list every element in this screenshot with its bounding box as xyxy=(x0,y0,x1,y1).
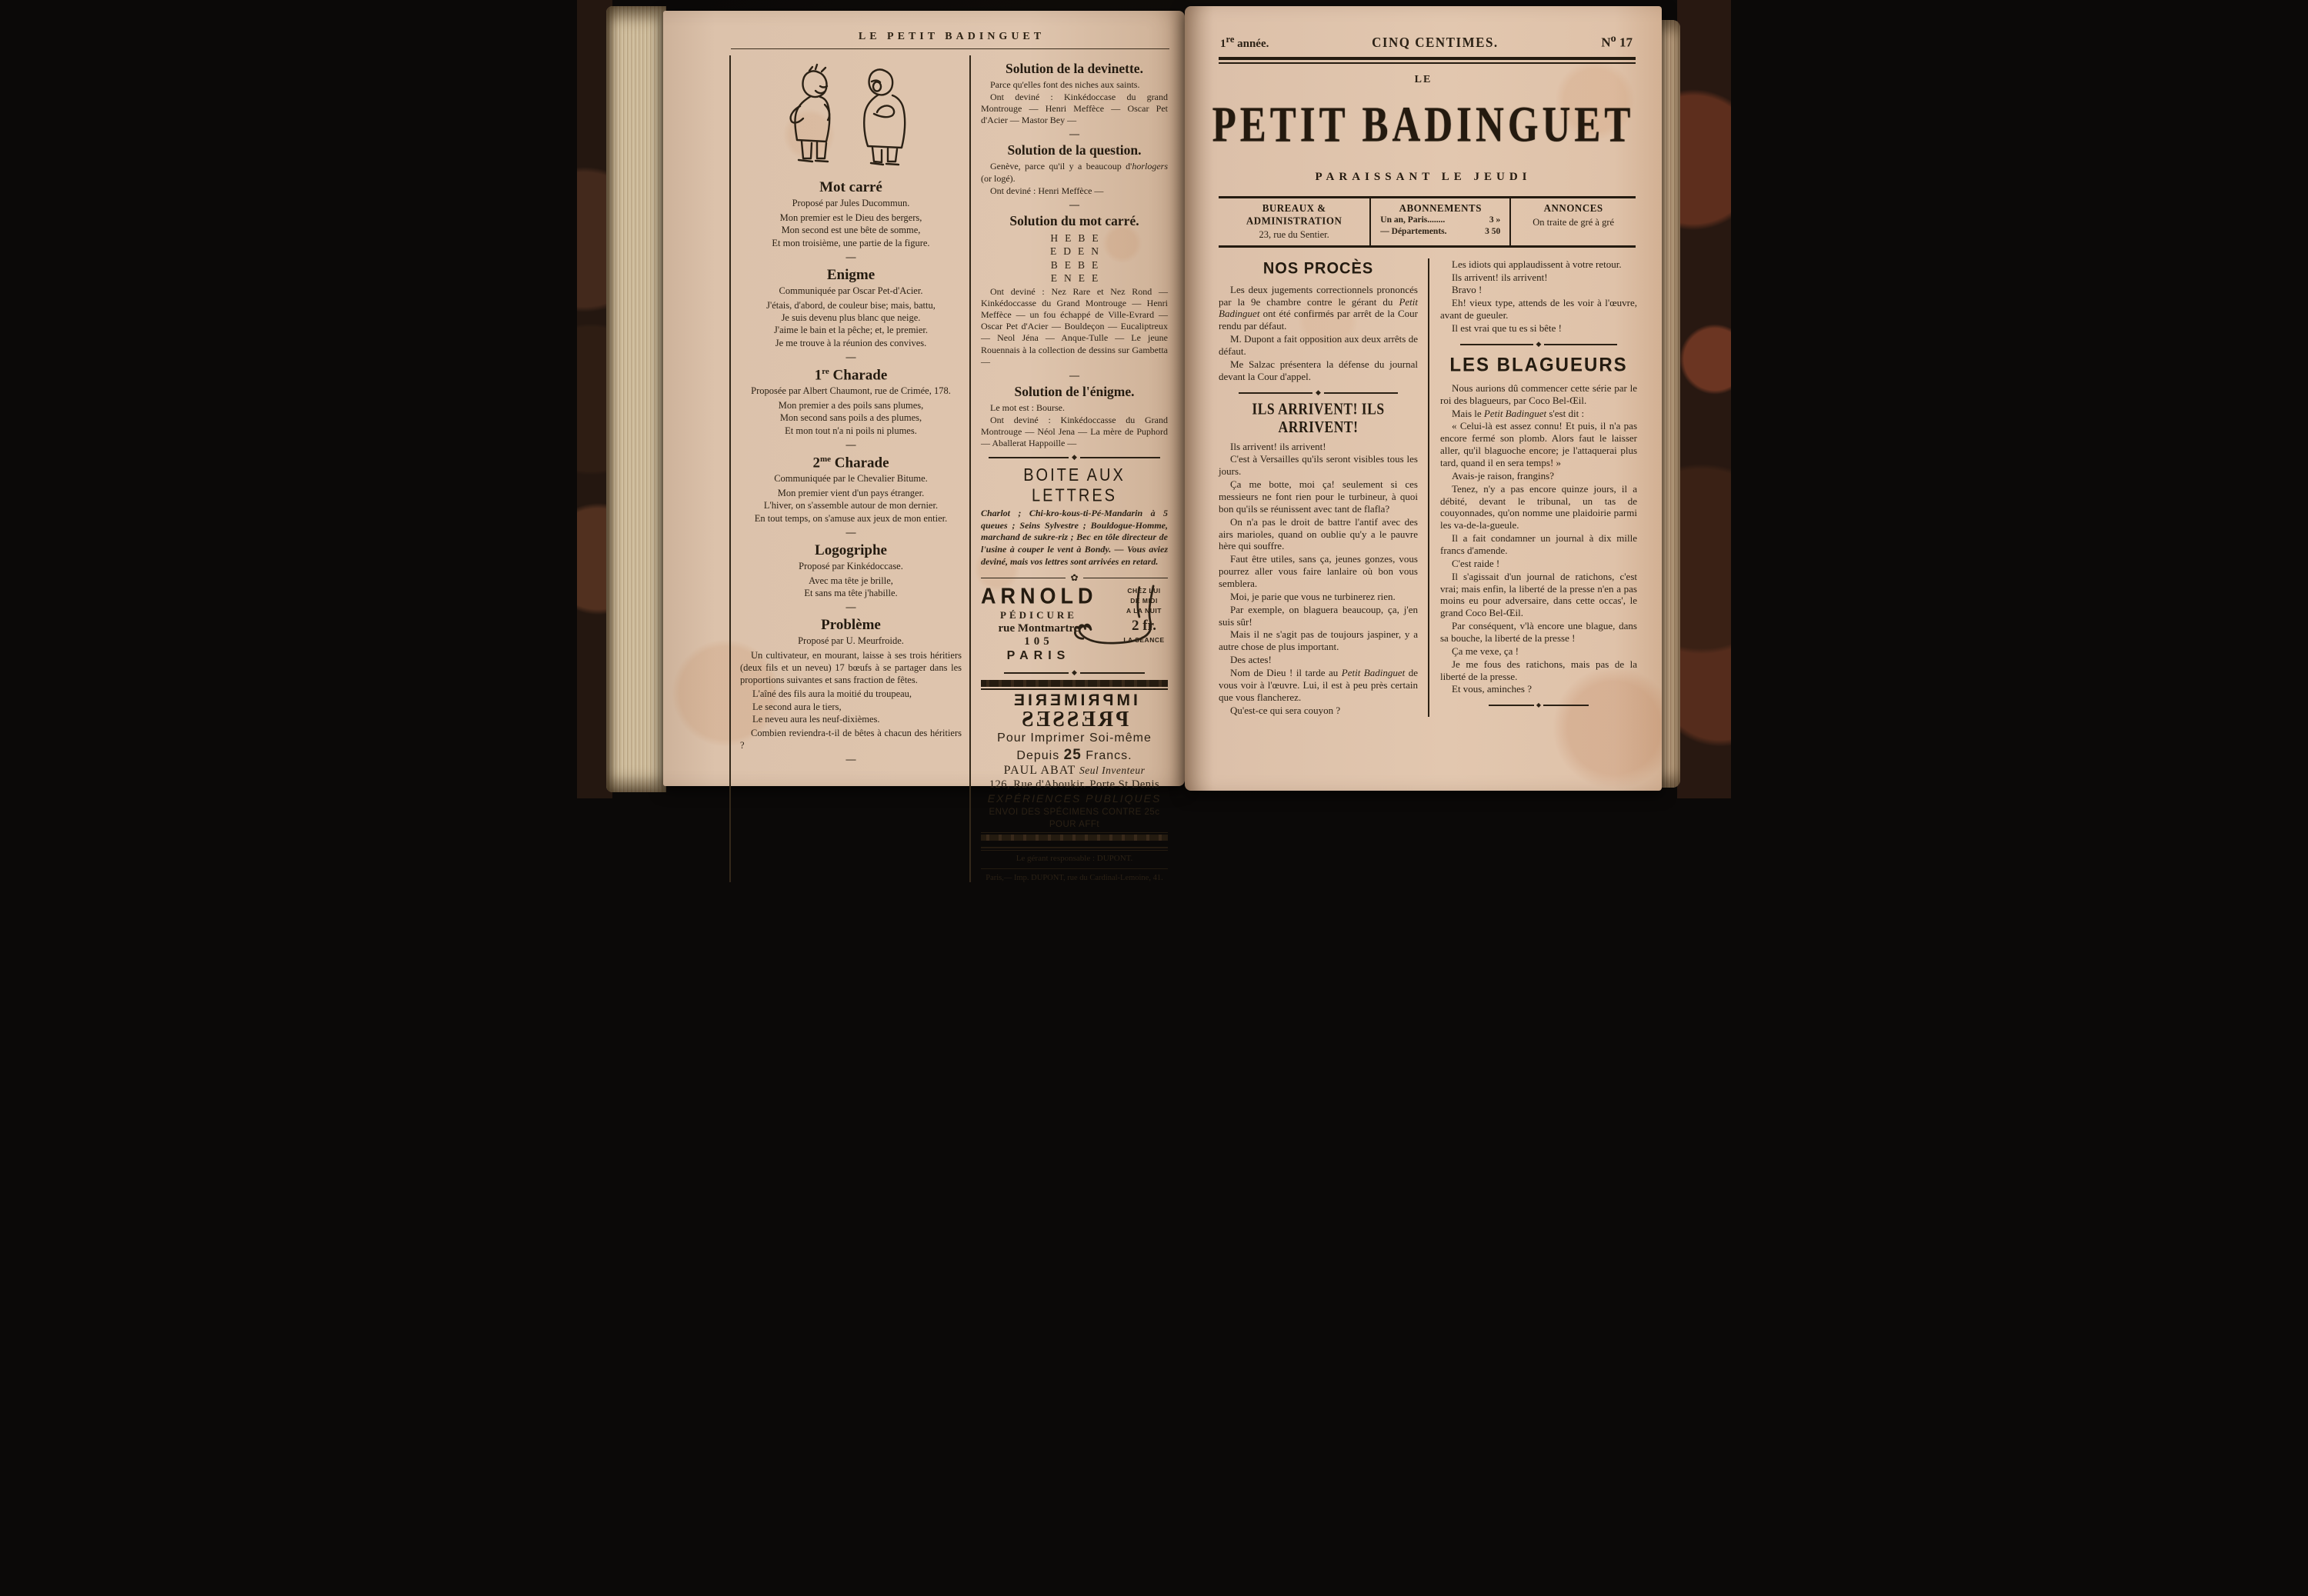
solutions-column xyxy=(969,55,1171,882)
paragraph: Nous aurions dû commencer cette série par le roi des blagueurs, par Coco Bel-Œil. xyxy=(1440,382,1637,406)
paragraph: Les idiots qui applaudissent à votre retour. xyxy=(1452,258,1622,270)
paragraph: Avais-je raison, frangins? xyxy=(1452,469,1554,481)
paragraph: Ont deviné : Henri Meffèce — xyxy=(990,185,1104,196)
section-solution-enigme xyxy=(981,384,1168,449)
verse-line: Et sans ma tête j'habille. xyxy=(804,588,898,599)
paragraph: Un cultivateur, en mourant, laisse à ses trois héritiers (deux fils et un neveu) 17 bœufs à se partager dans les proportions suivantes et sans fraction de fêtes. xyxy=(740,650,962,686)
verse-line: J'aime le bain et la pêche; et, le premier. xyxy=(773,325,929,336)
abonnements-title: ABONNEMENTS xyxy=(1399,202,1482,215)
dash-divider: — xyxy=(845,250,856,262)
verse-line: Mon premier est le Dieu des bergers, xyxy=(779,212,922,223)
word-square-row: HEBE xyxy=(1050,232,1106,244)
ad-line: CHEZ LUI xyxy=(1127,587,1161,595)
verse-line: Mon premier vient d'un pays étranger. xyxy=(777,488,925,499)
issue-year: 1re année. xyxy=(1220,33,1269,50)
ad-line: EXPÉRIENCES PUBLIQUES xyxy=(987,791,1162,805)
section-title: Solution de l'énigme. xyxy=(1014,383,1135,399)
section-title: Mot carré xyxy=(819,179,882,195)
verse-line: L'aîné des fils aura la moitié du troupeau, xyxy=(752,688,912,700)
paragraph: Combien reviendra-t-il de bêtes à chacun des héritiers ? xyxy=(740,728,962,751)
section-title: $2^{me}$ Charade xyxy=(812,454,889,471)
dash-divider: — xyxy=(845,753,856,765)
floral-ornament xyxy=(981,572,1168,583)
paragraph: Ils arrivent! ils arrivent! xyxy=(1230,440,1326,452)
word-square-row: BEBE xyxy=(1050,258,1106,271)
paragraph: Qu'est-ce qui sera couyon ? xyxy=(1230,704,1341,716)
paragraph: Ont deviné : Kinkédoccase du grand Montrouge — Henri Meffèce — Oscar Pet d'Acier — Mastor Bey — xyxy=(981,92,1168,126)
article-column-left xyxy=(1219,258,1428,718)
bureaux-address: 23, rue du Sentier. xyxy=(1259,228,1329,240)
bureaux-cell xyxy=(1219,198,1369,245)
ad-line: Pour Imprimer Soi-même xyxy=(997,731,1152,745)
diamond-icon: ◆ xyxy=(1316,388,1321,397)
verse-line: Avec ma tête je brille, xyxy=(809,575,893,586)
ad-bar xyxy=(981,680,1168,687)
paragraph: Faut être utiles, sans ça, jeunes gonzes, vous pourrez aller vous faire lanlaire où bon vous semblera. xyxy=(1219,553,1418,589)
ad-line: 105 xyxy=(1024,635,1053,648)
verse-line: Mon second sans poils a des plumes, xyxy=(779,412,922,424)
article-les-blagueurs xyxy=(1440,355,1637,708)
verse-line: L'hiver, on s'assemble autour de mon dernier. xyxy=(763,500,939,511)
paragraph: Par conséquent, v'là encore une blague, dans sa bouche, la liberté de la presse ! xyxy=(1440,620,1637,644)
verse-line: Le neveu aura les neuf-dixièmes. xyxy=(752,713,880,725)
article-nos-proces xyxy=(1219,260,1418,383)
verse-line: Je suis devenu plus blanc que neige. xyxy=(781,312,921,323)
two-figures-cartoon xyxy=(740,60,962,174)
ad-line: DE MIDI xyxy=(1130,596,1158,605)
dash-divider: — xyxy=(845,525,856,538)
diamond-rule xyxy=(1239,389,1398,397)
head-rule xyxy=(731,48,1169,49)
section-solution-question xyxy=(981,142,1168,208)
verse-line: Et mon tout n'a ni poils ni plumes. xyxy=(785,425,917,436)
paragraph: Ont deviné : Kinkédoccasse du Grand Montrouge — Néol Jena — La mère de Puphord — Aballerat Happoille — xyxy=(981,414,1168,449)
ad-line: LA SÉANCE xyxy=(1123,636,1165,645)
section-probleme xyxy=(740,617,962,764)
masthead-title: PETIT BADINGUET xyxy=(1212,97,1635,153)
paragraph: Il a fait condamner un journal à dix mille francs d'amende. xyxy=(1440,532,1637,556)
section-title: BOITE AUX LETTRES xyxy=(1023,465,1126,506)
dash-divider: — xyxy=(1069,198,1079,210)
ad-bar xyxy=(981,835,1168,841)
right-page-columns xyxy=(1219,258,1637,718)
byline: Communiquée par le Chevalier Bitume. xyxy=(774,473,928,485)
dash-divider: — xyxy=(845,601,856,613)
paragraph: C'est raide ! xyxy=(1452,557,1500,569)
diamond-icon: ◆ xyxy=(1536,340,1542,348)
article-title: LES BLAGUEURS xyxy=(1449,354,1628,376)
article-title: ILS ARRIVENT! ILS ARRIVENT! xyxy=(1252,401,1385,436)
paragraph: Nom de Dieu ! il tarde au Petit Badinguet de vous voir à l'œuvre. Lui, il est à peu près certain que vous flancherez. xyxy=(1219,667,1419,703)
paragraph: Il est vrai que tu es si bête ! xyxy=(1452,322,1562,334)
section-boite-aux-lettres xyxy=(981,465,1168,568)
section-solution-mot-carre xyxy=(981,213,1168,380)
paragraph: On n'a pas le droit de battre l'antif avec des airs marioles, quand on oublie qu'y a le pauvre hère qui souffre. xyxy=(1219,515,1418,552)
ad-line: PAUL ABAT Seul Inventeur xyxy=(1003,764,1146,778)
ad-line: 126, Rue d'Aboukir. Porte St Denis xyxy=(989,778,1160,791)
paragraph: Et vous, aminches ? xyxy=(1452,683,1532,695)
book-scan xyxy=(577,0,1731,883)
verse-line: Je me trouve à la réunion des convives. xyxy=(775,337,927,348)
article-column-right xyxy=(1428,258,1637,718)
section-title: Logogriphe xyxy=(815,541,887,558)
byline: Proposée par Albert Chaumont, rue de Crimée, 178. xyxy=(751,385,951,397)
annonces-sub: On traite de gré à gré xyxy=(1533,216,1615,228)
puzzles-column xyxy=(731,55,969,882)
section-title: Solution du mot carré. xyxy=(1009,212,1139,228)
article-title: NOS PROCÈS xyxy=(1262,259,1374,278)
paragraph: Des actes! xyxy=(1230,654,1272,666)
ad-line: Depuis 25 Francs. xyxy=(1016,746,1132,763)
diamond-rule xyxy=(1460,341,1617,348)
diamond-icon: ◆ xyxy=(1072,669,1077,678)
floral-icon: ✿ xyxy=(1070,572,1079,584)
press-ad xyxy=(981,680,1168,841)
byline: Communiquée par Oscar Pet-d'Acier. xyxy=(779,285,923,296)
paragraph: Eh! vieux type, attends de les voir à l'œuvre, avant de gueuler. xyxy=(1440,297,1637,322)
paragraph: Mais le Petit Badinguet s'est dit : xyxy=(1452,407,1585,419)
verse-line: Mon premier a des poils sans plumes, xyxy=(778,400,924,411)
section-charade-2 xyxy=(740,455,962,537)
section-enigme xyxy=(740,267,962,362)
paragraph: Le mot est : Bourse. xyxy=(990,401,1065,413)
paragraph: Tenez, n'y a pas encore quinze jours, il a débité, devant le tribunal, un tas de couyonnades, qu'on nomme une plaidoirie parmi les va-de-la-gueule. xyxy=(1440,482,1637,531)
paragraph: Moi, je parie que vous ne turbinerez rien. xyxy=(1230,590,1396,602)
masthead-subtitle: PARAISSANT LE JEUDI xyxy=(1315,170,1532,183)
verse-line: En tout temps, on s'amuse aux jeux de mon entier. xyxy=(754,512,948,524)
footer-rule xyxy=(981,847,1168,851)
issue-price: CINQ CENTIMES. xyxy=(1372,35,1499,51)
arnold-pedicure-ad xyxy=(981,585,1168,668)
ad-price: 2 fr. xyxy=(1131,618,1157,635)
paragraph: Genève, parce qu'il y a beaucoup d'horlogers (or logé). xyxy=(981,161,1168,184)
ad-line: ENVOI DES SPÉCIMENS CONTRE 25c POUR AFFt xyxy=(989,807,1160,829)
masthead-le: LE xyxy=(1414,73,1432,85)
word-square-row: ENEE xyxy=(1050,272,1106,285)
ad-bar xyxy=(981,688,1168,690)
paragraph: Ça me botte, moi ça! seulement si ces messieurs ne font rien pour le turbineur, à quoi bon qu'ils se réunissent avec tant de flafla? xyxy=(1219,478,1418,515)
header-rule xyxy=(1219,57,1636,64)
verse-line: J'étais, d'abord, de couleur bise; mais, battu, xyxy=(766,299,936,311)
running-head: LE PETIT BADINGUET xyxy=(858,31,1046,42)
issue-header xyxy=(1220,32,1633,51)
diamond-icon: ◆ xyxy=(1072,454,1077,462)
section-title: 1re Charade xyxy=(814,366,888,384)
section-title: Solution de la devinette. xyxy=(1006,61,1143,76)
dash-divider: — xyxy=(1069,368,1079,381)
abonnement-row: — Départements. 3 50 xyxy=(1380,226,1501,236)
paragraph: Il s'agissait d'un journal de ratichons, c'est vrai; mais enfin, la liberté de la presse n'en a pas moins eu pour adversaire, dans cette occas', le grand Coco Bel-Œil. xyxy=(1440,570,1637,619)
dash-divider: — xyxy=(1069,128,1079,140)
paragraph: Je me fous des ratichons, mais pas de la liberté de la presse. xyxy=(1440,658,1637,682)
verse-line: Mon second est une bête de somme, xyxy=(781,225,921,236)
section-solution-devinette xyxy=(981,61,1168,138)
byline: Proposé par Kinkédoccase. xyxy=(799,560,903,571)
paragraph: Me Salzac présentera la défense du journal devant la Cour d'appel. xyxy=(1219,358,1418,382)
article-ils-arrivent xyxy=(1219,403,1418,717)
advertiser-name: ARNOLD xyxy=(981,584,1098,608)
ad-bar xyxy=(981,832,1168,833)
right-page xyxy=(1185,6,1662,791)
ad-line: A LA NUIT xyxy=(1126,606,1162,615)
section-logogriphe xyxy=(740,542,962,612)
section-title: Problème xyxy=(821,617,881,634)
mirrored-imprimerie: IMPRIMERIE xyxy=(1011,691,1138,710)
ad-line: PARIS xyxy=(1006,649,1071,663)
byline: Proposé par U. Meurfroide. xyxy=(798,635,904,647)
page-edges-left xyxy=(606,6,666,792)
paragraph: Les deux jugements correctionnels prononcés par la 9e chambre contre le gérant du Petit Badinguet ont été confirmés par arrêt de la Cour rendu par défaut. xyxy=(1219,283,1418,332)
paragraph: Mais il ne s'agit pas de toujours jaspiner, y a autre chose de plus important. xyxy=(1219,628,1418,653)
verse-line: Et mon troisième, une partie de la figure. xyxy=(772,237,930,248)
ad-line: rue Montmartre xyxy=(998,622,1079,635)
end-rule xyxy=(1489,701,1589,708)
abonnement-row: Un an, Paris........ 3 » xyxy=(1380,215,1501,225)
word-square-row: EDEN xyxy=(1050,245,1106,258)
article-continuation xyxy=(1440,258,1637,335)
book-cover-right xyxy=(1677,0,1731,798)
dash-divider: — xyxy=(845,438,856,450)
left-page xyxy=(663,11,1185,883)
section-title: Enigme xyxy=(826,266,876,283)
abonnements-cell xyxy=(1369,198,1511,245)
paragraph: Parce qu'elles font des niches aux saints. xyxy=(990,79,1140,90)
gerant-line: Le gérant responsable : DUPONT. xyxy=(1016,854,1133,864)
diamond-icon: ◆ xyxy=(1536,701,1542,709)
paragraph: Ça me vexe, ça ! xyxy=(1452,645,1519,657)
ad-line: PÉDICURE xyxy=(1000,609,1077,621)
section-charade-1 xyxy=(740,367,962,449)
annonces-title: ANNONCES xyxy=(1543,202,1603,215)
diamond-rule xyxy=(1004,669,1145,677)
paragraph: M. Dupont a fait opposition aux deux arrêts de défaut. xyxy=(1219,333,1418,357)
paragraph: C'est à Versailles qu'ils seront visibles tous les jours. xyxy=(1219,453,1418,478)
paragraph: Ont deviné : Nez Rare et Nez Rond — Kinkédoccasse du Grand Montrouge — Henri Meffèce — un fou échappé de Ville-Evrard — Oscar Pet d'Acier — Bouldeçon — Eucaliptreux — Neol Jéna — Anque-Tulle — Le jeune Rouennais à la collection de dessins sur Gambetta — xyxy=(981,285,1168,367)
arnold-ad-hours xyxy=(1120,586,1168,645)
annonces-cell xyxy=(1511,198,1636,245)
verse-line: Le second aura le tiers, xyxy=(752,701,842,712)
footer-rule xyxy=(981,868,1168,869)
dash-divider: — xyxy=(845,350,856,362)
paragraph: Bravo ! xyxy=(1452,284,1483,296)
section-title: Solution de la question. xyxy=(1007,142,1142,158)
mirrored-presses: PRESSES xyxy=(1019,708,1129,732)
section-mot-carre xyxy=(740,179,962,262)
paragraph: Par exemple, on blaguera beaucoup, ça, j'en suis sûr! xyxy=(1219,603,1418,628)
issue-number: $N^o$ 17 xyxy=(1601,32,1633,50)
imprint-line: Paris,— Imp. DUPONT, rue du Cardinal-Lemoine, 41. xyxy=(986,874,1163,883)
byline: Proposé par Jules Ducommun. xyxy=(792,198,910,208)
info-bar xyxy=(1219,196,1636,248)
paragraph: Charlot ; Chi-kro-kous-ti-Pé-Mandarin à 5 queues ; Seins Sylvestre ; Bouldogue-Homme, marchand de sukre-riz ; Bec en tôle directeur de l'usine à couper le vent à Bondy. — Vous aviez deviné, mais vos lettres sont arrivées en retard. xyxy=(981,508,1168,567)
paragraph: Ils arrivent! ils arrivent! xyxy=(1452,271,1548,283)
left-page-columns xyxy=(729,55,1171,882)
diamond-rule xyxy=(989,454,1160,461)
bureaux-title: BUREAUX & ADMINISTRATION xyxy=(1246,201,1342,227)
paragraph: « Celui-là est assez connu! Et puis, il n'a pas encore fermé son plomb. Alors faut le laisser aller, qu'il blaguoche encore; je l'attaquerai plus tard, quand il en sera temps! » xyxy=(1440,420,1637,468)
